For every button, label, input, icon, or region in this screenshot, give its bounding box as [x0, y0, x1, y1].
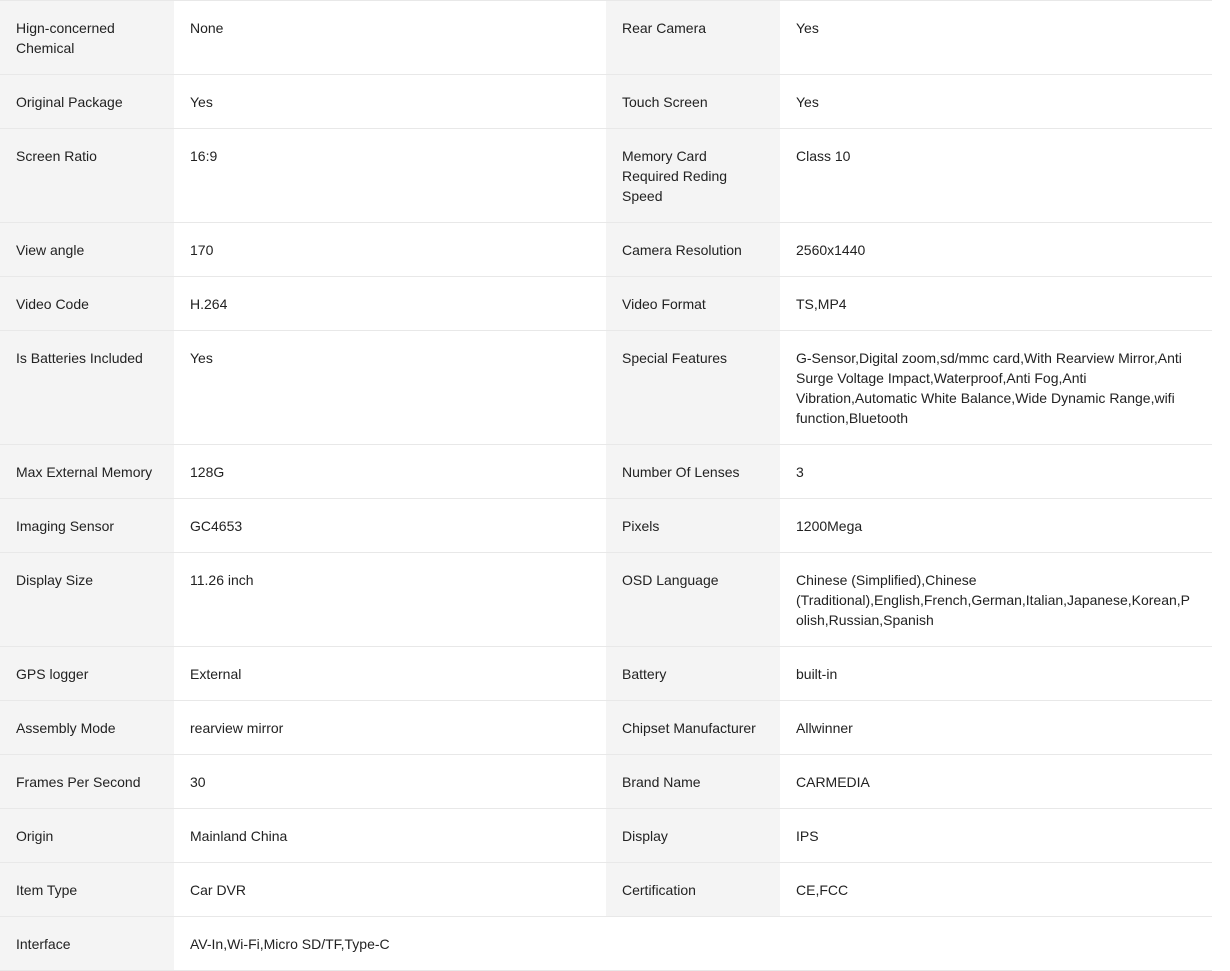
spec-label: Imaging Sensor — [0, 499, 174, 553]
spec-label: Memory Card Required Reding Speed — [606, 129, 780, 223]
spec-label: Number Of Lenses — [606, 445, 780, 499]
spec-label: Origin — [0, 809, 174, 863]
spec-label — [606, 917, 780, 971]
spec-value: built-in — [780, 647, 1212, 701]
spec-value: Car DVR — [174, 863, 606, 917]
spec-row — [0, 499, 1212, 553]
spec-value: External — [174, 647, 606, 701]
spec-label: View angle — [0, 223, 174, 277]
spec-label: GPS logger — [0, 647, 174, 701]
spec-label: Touch Screen — [606, 75, 780, 129]
spec-value: 3 — [780, 445, 1212, 499]
spec-row — [0, 331, 1212, 445]
spec-label: Item Type — [0, 863, 174, 917]
spec-label: Hign-concerned Chemical — [0, 1, 174, 75]
spec-row — [0, 129, 1212, 223]
spec-value: None — [174, 1, 606, 75]
spec-value: CE,FCC — [780, 863, 1212, 917]
spec-value: IPS — [780, 809, 1212, 863]
spec-label: OSD Language — [606, 553, 780, 647]
spec-label: Original Package — [0, 75, 174, 129]
spec-label: Pixels — [606, 499, 780, 553]
spec-row — [0, 1, 1212, 75]
spec-value: 11.26 inch — [174, 553, 606, 647]
spec-value: 1200Mega — [780, 499, 1212, 553]
spec-value: G-Sensor,Digital zoom,sd/mmc card,With Rearview Mirror,Anti Surge Voltage Impact,Waterproof,Anti Fog,Anti Vibration,Automatic White Balance,Wide Dynamic Range,wifi function,Bluetooth — [780, 331, 1212, 445]
spec-label: Chipset Manufacturer — [606, 701, 780, 755]
spec-label: Video Format — [606, 277, 780, 331]
spec-value: Mainland China — [174, 809, 606, 863]
spec-value: 2560x1440 — [780, 223, 1212, 277]
spec-label: Is Batteries Included — [0, 331, 174, 445]
spec-label: Camera Resolution — [606, 223, 780, 277]
spec-value: GC4653 — [174, 499, 606, 553]
spec-row — [0, 917, 1212, 971]
spec-label: Interface — [0, 917, 174, 971]
spec-value: Yes — [780, 1, 1212, 75]
spec-value: Allwinner — [780, 701, 1212, 755]
spec-value: Class 10 — [780, 129, 1212, 223]
spec-label: Max External Memory — [0, 445, 174, 499]
spec-row — [0, 809, 1212, 863]
spec-row — [0, 647, 1212, 701]
spec-label: Frames Per Second — [0, 755, 174, 809]
spec-row — [0, 277, 1212, 331]
spec-row — [0, 445, 1212, 499]
spec-value: rearview mirror — [174, 701, 606, 755]
spec-value: AV-In,Wi-Fi,Micro SD/TF,Type-C — [174, 917, 606, 971]
spec-value: TS,MP4 — [780, 277, 1212, 331]
spec-label: Special Features — [606, 331, 780, 445]
spec-value: Yes — [174, 331, 606, 445]
spec-label: Video Code — [0, 277, 174, 331]
spec-value: 16:9 — [174, 129, 606, 223]
spec-value — [780, 917, 1212, 971]
spec-value: 30 — [174, 755, 606, 809]
spec-label: Display Size — [0, 553, 174, 647]
spec-label: Screen Ratio — [0, 129, 174, 223]
spec-label: Rear Camera — [606, 1, 780, 75]
spec-row — [0, 701, 1212, 755]
spec-row — [0, 863, 1212, 917]
spec-label: Assembly Mode — [0, 701, 174, 755]
spec-label: Brand Name — [606, 755, 780, 809]
spec-label: Battery — [606, 647, 780, 701]
spec-label: Certification — [606, 863, 780, 917]
spec-label: Display — [606, 809, 780, 863]
spec-row — [0, 553, 1212, 647]
spec-value: CARMEDIA — [780, 755, 1212, 809]
spec-value: 170 — [174, 223, 606, 277]
spec-value: Chinese (Simplified),Chinese (Traditional),English,French,German,Italian,Japanese,Korean,Polish,Russian,Spanish — [780, 553, 1212, 647]
spec-value: Yes — [780, 75, 1212, 129]
spec-value: 128G — [174, 445, 606, 499]
spec-value: Yes — [174, 75, 606, 129]
spec-row — [0, 223, 1212, 277]
spec-value: H.264 — [174, 277, 606, 331]
spec-row — [0, 755, 1212, 809]
spec-row — [0, 75, 1212, 129]
